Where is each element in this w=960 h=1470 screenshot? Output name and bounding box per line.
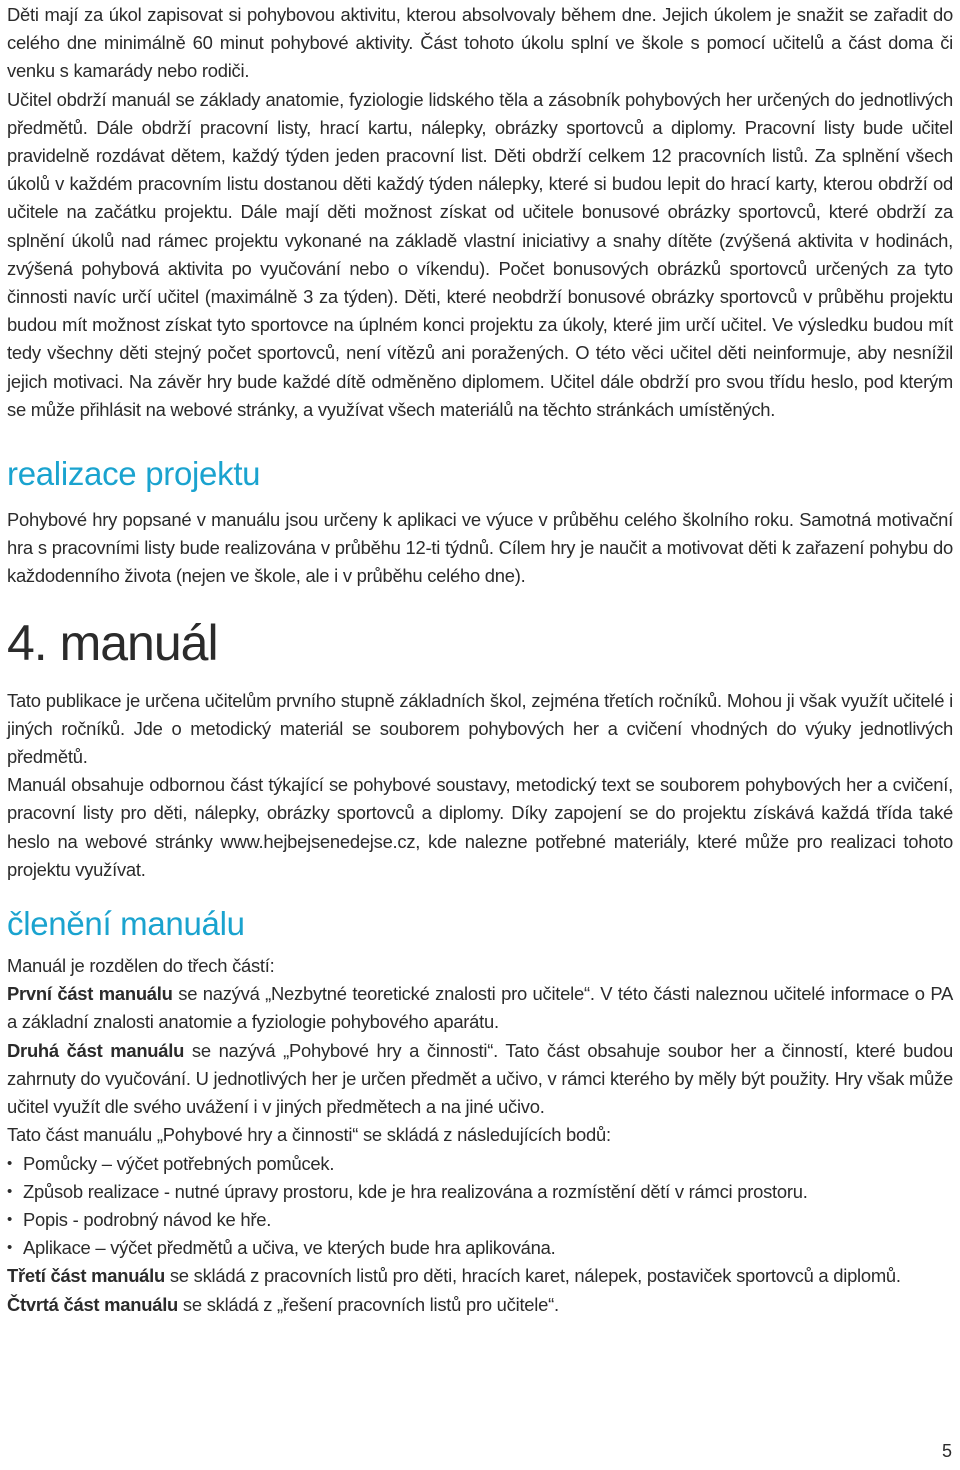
list-item: • Popis - podrobný návod ke hře. xyxy=(7,1206,953,1234)
manual-paragraph-1: Tato publikace je určena učitelům prvního stupně základních škol, zejména třetích ročníků. Mohou ji však využít učitelé i jiných ročníků. Jde o metodický materiál se souborem pohybových her a cvičení vhodných do výuky jednotlivých předmětů. xyxy=(7,689,953,768)
part2-paragraph xyxy=(7,1037,953,1122)
document-page xyxy=(7,0,953,1319)
list-item: • Aplikace – výčet předmětů a učiva, ve kterých bude hra aplikována. xyxy=(7,1234,953,1262)
section-heading-cleneni: členění manuálu xyxy=(7,905,245,943)
manual-paragraph-2: Manuál obsahuje odbornou část týkající se pohybové soustavy, metodický text se souborem pohybových her a cvičení, pracovní listy pro děti, nálepky, obrázky sportovců a diplomy. Díky zapojení se do projektu získává každá třída také heslo na webové stránky www.hejbejsenedejse.cz, kde nalezne potřebné materiály, které může pro realizaci tohoto projektu využívat. xyxy=(7,774,953,880)
part1-label: První část manuálu xyxy=(7,983,173,1005)
part3-text: se skládá z pracovních listů pro děti, hracích karet, nálepek, postaviček sportovců a diplomů. xyxy=(165,1265,901,1287)
part2-bullet-list xyxy=(7,1150,953,1263)
intro-paragraph-2: Učitel obdrží manuál se základy anatomie, fyziologie lidského těla a zásobník pohybových her určených do jednotlivých předmětů. Dále obdrží pracovní listy, hrací kartu, nálepky, obrázky sportovců a diplomy. Pracovní listy bude učitel pravidelně rozdávat dětem, každý týden jeden pracovní list. Děti obdrží celkem 12 pracovních listů. Za splnění všech úkolů v každém pracovním listu dostanou děti každý týden nálepky, které si budou lepit do hrací karty, kterou obdrží od učitele na začátku projektu. Dále mají děti možnost získat od učitele bonusové obrázky sportovců, které obdrží za splnění úkolů nad rámec projektu vykonané na základě vlastní iniciativy a snahy dítěte (zvýšená aktivita v hodinách, zvýšená pohybová aktivita po vyučování nebo o víkendu). Počet bonusových obrázků sportovců určených za tyto činnosti navíc určí učitel (maximálně 3 za týden). Děti, které neobdrží bonusové obrázky sportovců v průběhu projektu budou mít možnost získat tyto sportovce na úplném konci projektu za úkoly, které jim určí učitel. Ve výsledku budou mít tedy všechny děti stejný počet sportovců, není vítězů ani poražených. O této věci učitel děti neinformuje, aby nesnížil jejich motivaci. Na závěr hry bude každé dítě odměněno diplomem. Učitel dále obdrží pro svou třídu heslo, pod kterým se může přihlásit na webové stránky, a využívat všech materiálů na těchto stránkách umístěných. xyxy=(7,88,953,420)
page-number: 5 xyxy=(941,1441,952,1461)
part2-text: se nazývá „Pohybové hry a činnosti“. Tato část obsahuje soubor her a činností, které budou zahrnuty do vyučování. U jednotlivých her je určen předmět a učivo, v rámci kterého by měly být použity. Hry však může učitel využít dle svého uvážení i v jiných předmětech a na jiné učivo. xyxy=(7,1039,954,1118)
realizace-paragraph: Pohybové hry popsané v manuálu jsou určeny k aplikaci ve výuce v průběhu celého školního roku. Samotná motivační hra s pracovními listy bude realizována v průběhu 12-ti týdnů. Cílem hry je naučit a motivovat děti k zařazení pohybu do každodenního života (nejen ve škole, ale i v průběhu celého dne). xyxy=(7,509,953,587)
part4-text: se skládá z „řešení pracovních listů pro učitele“. xyxy=(178,1293,559,1315)
part3-paragraph xyxy=(7,1262,953,1290)
part2-label: Druhá část manuálu xyxy=(7,1039,185,1061)
chapter-heading-manual: 4. manuál xyxy=(7,614,218,671)
part2-list-intro: Tato část manuálu „Pohybové hry a činnosti“ se skládá z následujících bodů: xyxy=(7,1124,611,1146)
cleneni-intro: Manuál je rozdělen do třech částí: xyxy=(7,955,275,977)
part4-label: Čtvrtá část manuálu xyxy=(7,1293,179,1315)
section-heading-realizace: realizace projektu xyxy=(7,455,261,493)
part4-paragraph xyxy=(7,1291,953,1319)
part1-text: se nazývá „Nezbytné teoretické znalosti pro učitele“. V této části naleznou učitelé informace o PA a základní znalosti anatomie a fyziologie pohybového aparátu. xyxy=(7,983,953,1033)
part1-paragraph xyxy=(7,980,953,1036)
intro-paragraph-1: Děti mají za úkol zapisovat si pohybovou aktivitu, kterou absolvovaly během dne. Jejich úkolem je snažit se zařadit do celého dne minimálně 60 minut pohybové aktivity. Část tohoto úkolu splní ve škole s pomocí učitelů a část doma či venku s kamarády nebo rodiči. xyxy=(7,4,953,82)
part3-label: Třetí část manuálu xyxy=(7,1265,165,1287)
list-item: • Pomůcky – výčet potřebných pomůcek. xyxy=(7,1150,953,1178)
list-item: • Způsob realizace - nutné úpravy prostoru, kde je hra realizována a rozmístění dětí v rámci prostoru. xyxy=(7,1178,953,1206)
